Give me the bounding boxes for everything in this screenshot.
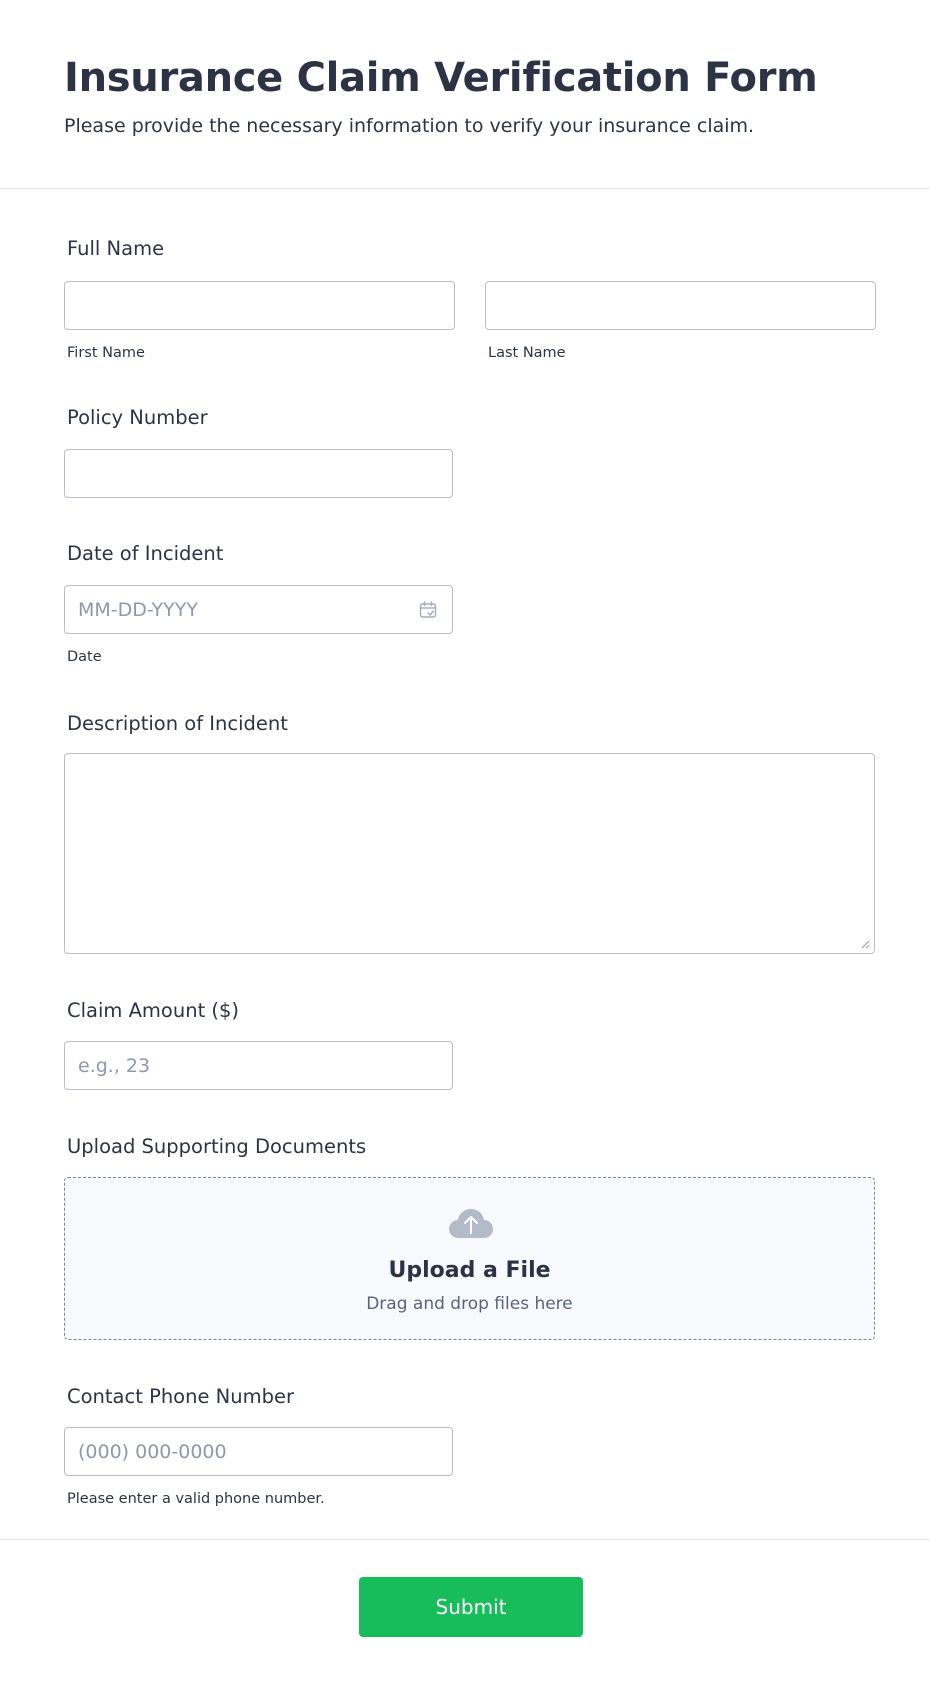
phone-label: Contact Phone Number — [67, 1385, 295, 1408]
phone-hint: Please enter a valid phone number. — [67, 1491, 325, 1507]
calendar-icon[interactable] — [418, 600, 438, 620]
last-name-input[interactable] — [485, 281, 876, 330]
first-name-input[interactable] — [64, 281, 455, 330]
description-label: Description of Incident — [67, 712, 288, 735]
submit-button[interactable]: Submit — [359, 1577, 583, 1637]
upload-label: Upload Supporting Documents — [67, 1135, 367, 1158]
footer-divider — [0, 1539, 930, 1540]
upload-dropzone[interactable] — [64, 1177, 875, 1340]
upload-title: Upload a File — [388, 1258, 551, 1283]
phone-input[interactable] — [64, 1427, 453, 1476]
claim-amount-label: Claim Amount ($) — [67, 999, 240, 1022]
policy-number-input[interactable] — [64, 449, 453, 498]
date-of-incident-input[interactable] — [64, 585, 453, 634]
last-name-sublabel: Last Name — [488, 345, 566, 361]
policy-number-label: Policy Number — [67, 406, 208, 429]
upload-subtitle: Drag and drop files here — [366, 1294, 573, 1314]
page-title: Insurance Claim Verification Form — [64, 55, 818, 101]
date-sublabel: Date — [67, 649, 102, 665]
date-of-incident-label: Date of Incident — [67, 542, 224, 565]
description-textarea[interactable] — [64, 753, 875, 954]
first-name-sublabel: First Name — [67, 345, 145, 361]
full-name-label: Full Name — [67, 237, 165, 260]
page-subtitle: Please provide the necessary information to verify your insurance claim. — [64, 115, 755, 137]
resize-grip-icon[interactable] — [860, 939, 870, 949]
form-header — [0, 0, 930, 189]
cloud-upload-icon — [447, 1206, 495, 1242]
claim-amount-input[interactable] — [64, 1041, 453, 1090]
